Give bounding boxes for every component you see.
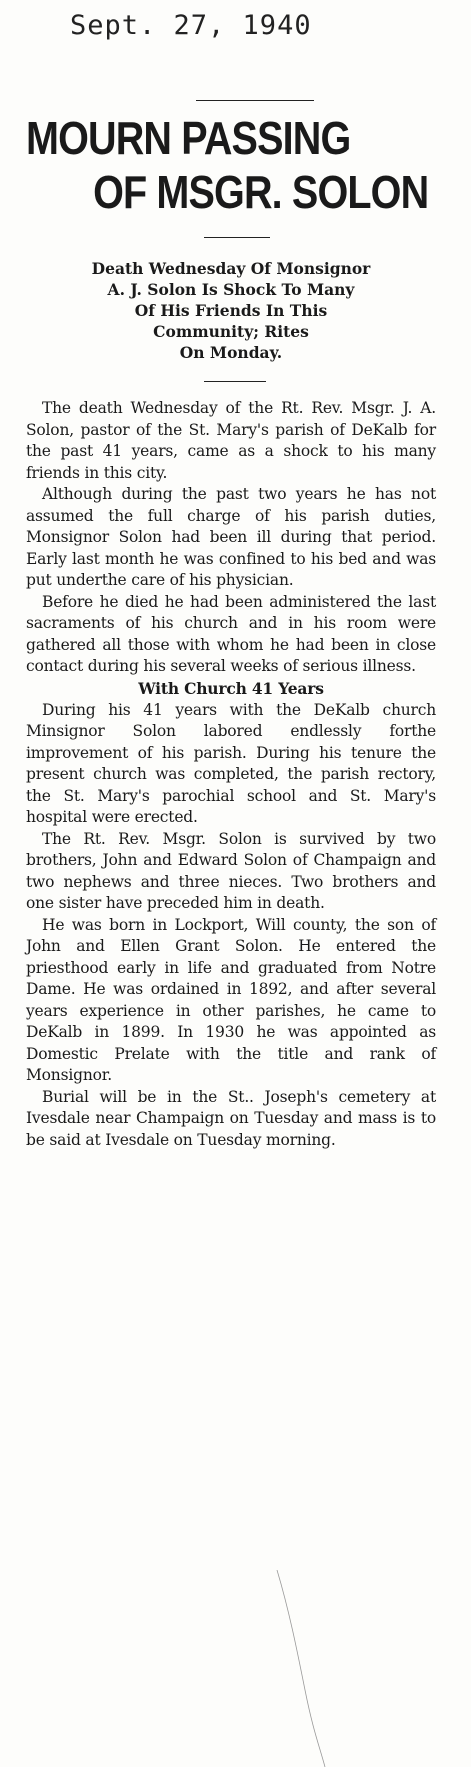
deck-rule xyxy=(204,381,266,382)
paragraph: Before he died he had been administered the last sacraments of his church and in his room were gathered all those with whom he had been in close contact during his several weeks of serious illness. xyxy=(26,592,436,675)
paragraph: The death Wednesday of the Rt. Rev. Msgr. J. A. Solon, pastor of the St. Mary's parish of DeKalb for the past 41 years, came as a shock to his many friends in this city. xyxy=(26,399,436,482)
paragraph: During his 41 years with the DeKalb church Minsignor Solon labored endlessly forthe improvement of his parish. During his tenure the present church was completed, the parish rectory, the St. Mary's parochial school and St. Mary's hospital were erected. xyxy=(26,700,436,826)
paragraph: Although during the past two years he has not assumed the full charge of his parish duties, Monsignor Solon had been ill during that period. Early last month he was confined to his bed and was put underthe care of his physician. xyxy=(26,485,436,589)
headline xyxy=(26,111,429,219)
newspaper-clipping xyxy=(26,100,436,1151)
top-rule xyxy=(196,100,314,101)
paragraph: He was born in Lockport, Will county, the son of John and Ellen Grant Solon. He entered the priesthood early in life and graduated from Notre Dame. He was ordained in 1892, and after several years experience in other parishes, he came to DeKalb in 1899. In 1930 he was appointed as Domestic Prelate with the title and rank of Monsignor. xyxy=(26,915,436,1084)
deck-line-2: A. J. Solon Is Shock To Many xyxy=(107,280,355,299)
deck xyxy=(26,258,436,363)
subhead: With Church 41 Years xyxy=(138,678,324,698)
date-stamp: Sept. 27, 1940 xyxy=(70,10,312,41)
paragraph: Burial will be in the St.. Joseph's cemetery at Ivesdale near Champaign on Tuesday and mass is to be said at Ivesdale on Tuesday morning. xyxy=(26,1087,436,1149)
headline-rule xyxy=(204,237,270,238)
fold-crease xyxy=(275,1570,335,1767)
article-body xyxy=(26,398,436,1151)
headline-line-2: OF MSGR. SOLON xyxy=(93,166,429,218)
deck-line-4: Community; Rites xyxy=(153,322,309,341)
deck-line-3: Of His Friends In This xyxy=(134,301,328,320)
paragraph: The Rt. Rev. Msgr. Solon is survived by two brothers, John and Edward Solon of Champaign and two nephews and three nieces. Two brothers and one sister have preceded him in death. xyxy=(26,829,436,912)
deck-line-1: Death Wednesday Of Monsignor xyxy=(91,259,371,278)
deck-line-5: On Monday. xyxy=(179,343,283,362)
headline-line-1: MOURN PASSING xyxy=(26,112,351,164)
